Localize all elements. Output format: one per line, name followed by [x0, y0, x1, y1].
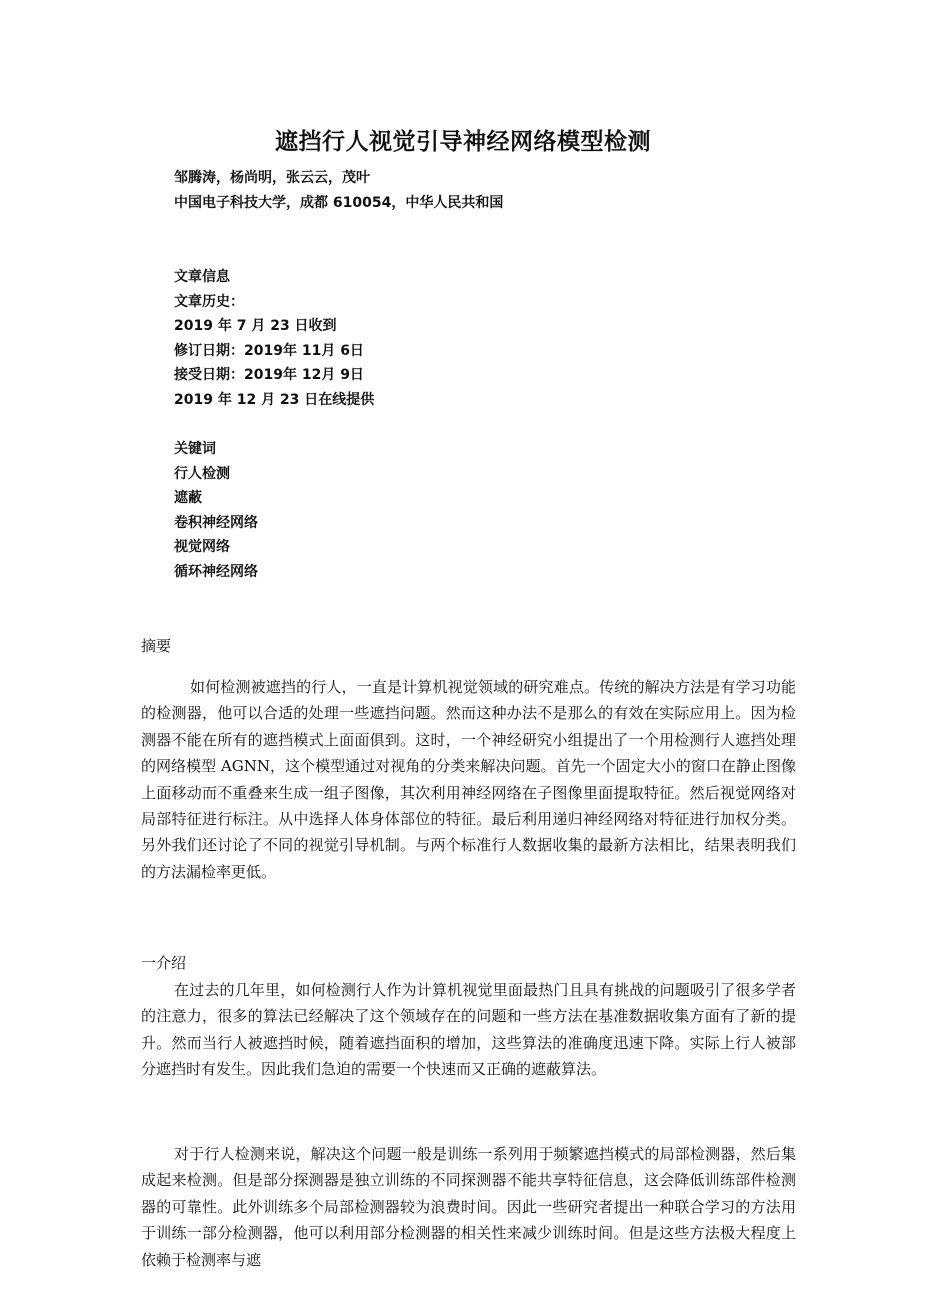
keyword-item: 遮蔽	[174, 490, 202, 507]
article-info-heading: 文章信息	[174, 269, 230, 285]
introduction-paragraph-1: 在过去的几年里，如何检测行人作为计算机视觉里面最热门且具有挑战的问题吸引了很多学者的注意力，很多的算法已经解决了这个领域存在的问题和一些方法在基准数据收集方面有了新的提升。然而当行人被遮挡时候，随着遮挡面积的增加，这些算法的准确度迅速下降。实际上行人被部分遮挡时有发生。因此我们急迫的需要一个快速而又正确的遮蔽算法。	[141, 981, 796, 1079]
abstract-heading: 摘要	[141, 637, 172, 655]
online-date: 2019 年 12 月 23 日在线提供	[174, 391, 375, 408]
keyword-item: 卷积神经网络	[174, 514, 258, 531]
keyword-item: 视觉网络	[174, 539, 230, 556]
abstract-body: 如何检测被遮挡的行人，一直是计算机视觉领域的研究难点。传统的解决方法是有学习功能的检测器，他可以合适的处理一些遮挡问题。然而这种办法不是那么的有效在实际应用上。因为检测器不能在所有的遮挡模式上面面俱到。这时，一个神经研究小组提出了一个用检测行人遮挡处理的网络模型 AGNN，这个模型通过对视角的分类来解决问题。首先一个固定大小的窗口在静止图像上面移动而不重叠来生成一组子图像，其次利用神经网络在子图像里面提取特征。然后视觉网络对局部特征进行标注。从中选择人体身体部位的特征。最后利用递归神经网络对特征进行加权分类。另外我们还讨论了不同的视觉引导机制。与两个标准行人数据收集的最新方法相比，结果表明我们的方法漏检率更低。	[141, 678, 796, 881]
keywords-heading: 关键词	[174, 441, 216, 457]
received-date: 2019 年 7 月 23 日收到	[174, 318, 337, 335]
revised-date: 修订日期：2019年 11月 6日	[174, 342, 364, 359]
article-history-label: 文章历史：	[174, 293, 244, 310]
article-info	[174, 265, 374, 413]
paper-title: 遮挡行人视觉引导神经网络模型检测	[275, 129, 651, 155]
keyword-item: 循环神经网络	[174, 563, 258, 580]
keywords-section	[174, 437, 258, 585]
introduction-paragraph-2: 对于行人检测来说，解决这个问题一般是训练一系列用于频繁遮挡模式的局部检测器，然后集成起来检测。但是部分探测器是独立训练的不同探测器不能共享特征信息，这会降低训练部件检测器的可靠性。此外训练多个局部检测器较为浪费时间。因此一些研究者提出一种联合学习的方法用于训练一部分检测器，他可以利用部分检测器的相关性来减少训练时间。但是这些方法极大程度上依赖于检测率与遮	[141, 1145, 796, 1269]
introduction-heading: 一介绍	[141, 954, 187, 972]
author-affiliation: 中国电子科技大学，成都 610054，中华人民共和国	[174, 194, 504, 211]
author-names: 邹腾涛，杨尚明，张云云，茂叶	[174, 170, 370, 186]
accepted-date: 接受日期：2019年 12月 9日	[174, 367, 364, 384]
keyword-item: 行人检测	[174, 465, 230, 482]
author-block	[174, 166, 503, 215]
